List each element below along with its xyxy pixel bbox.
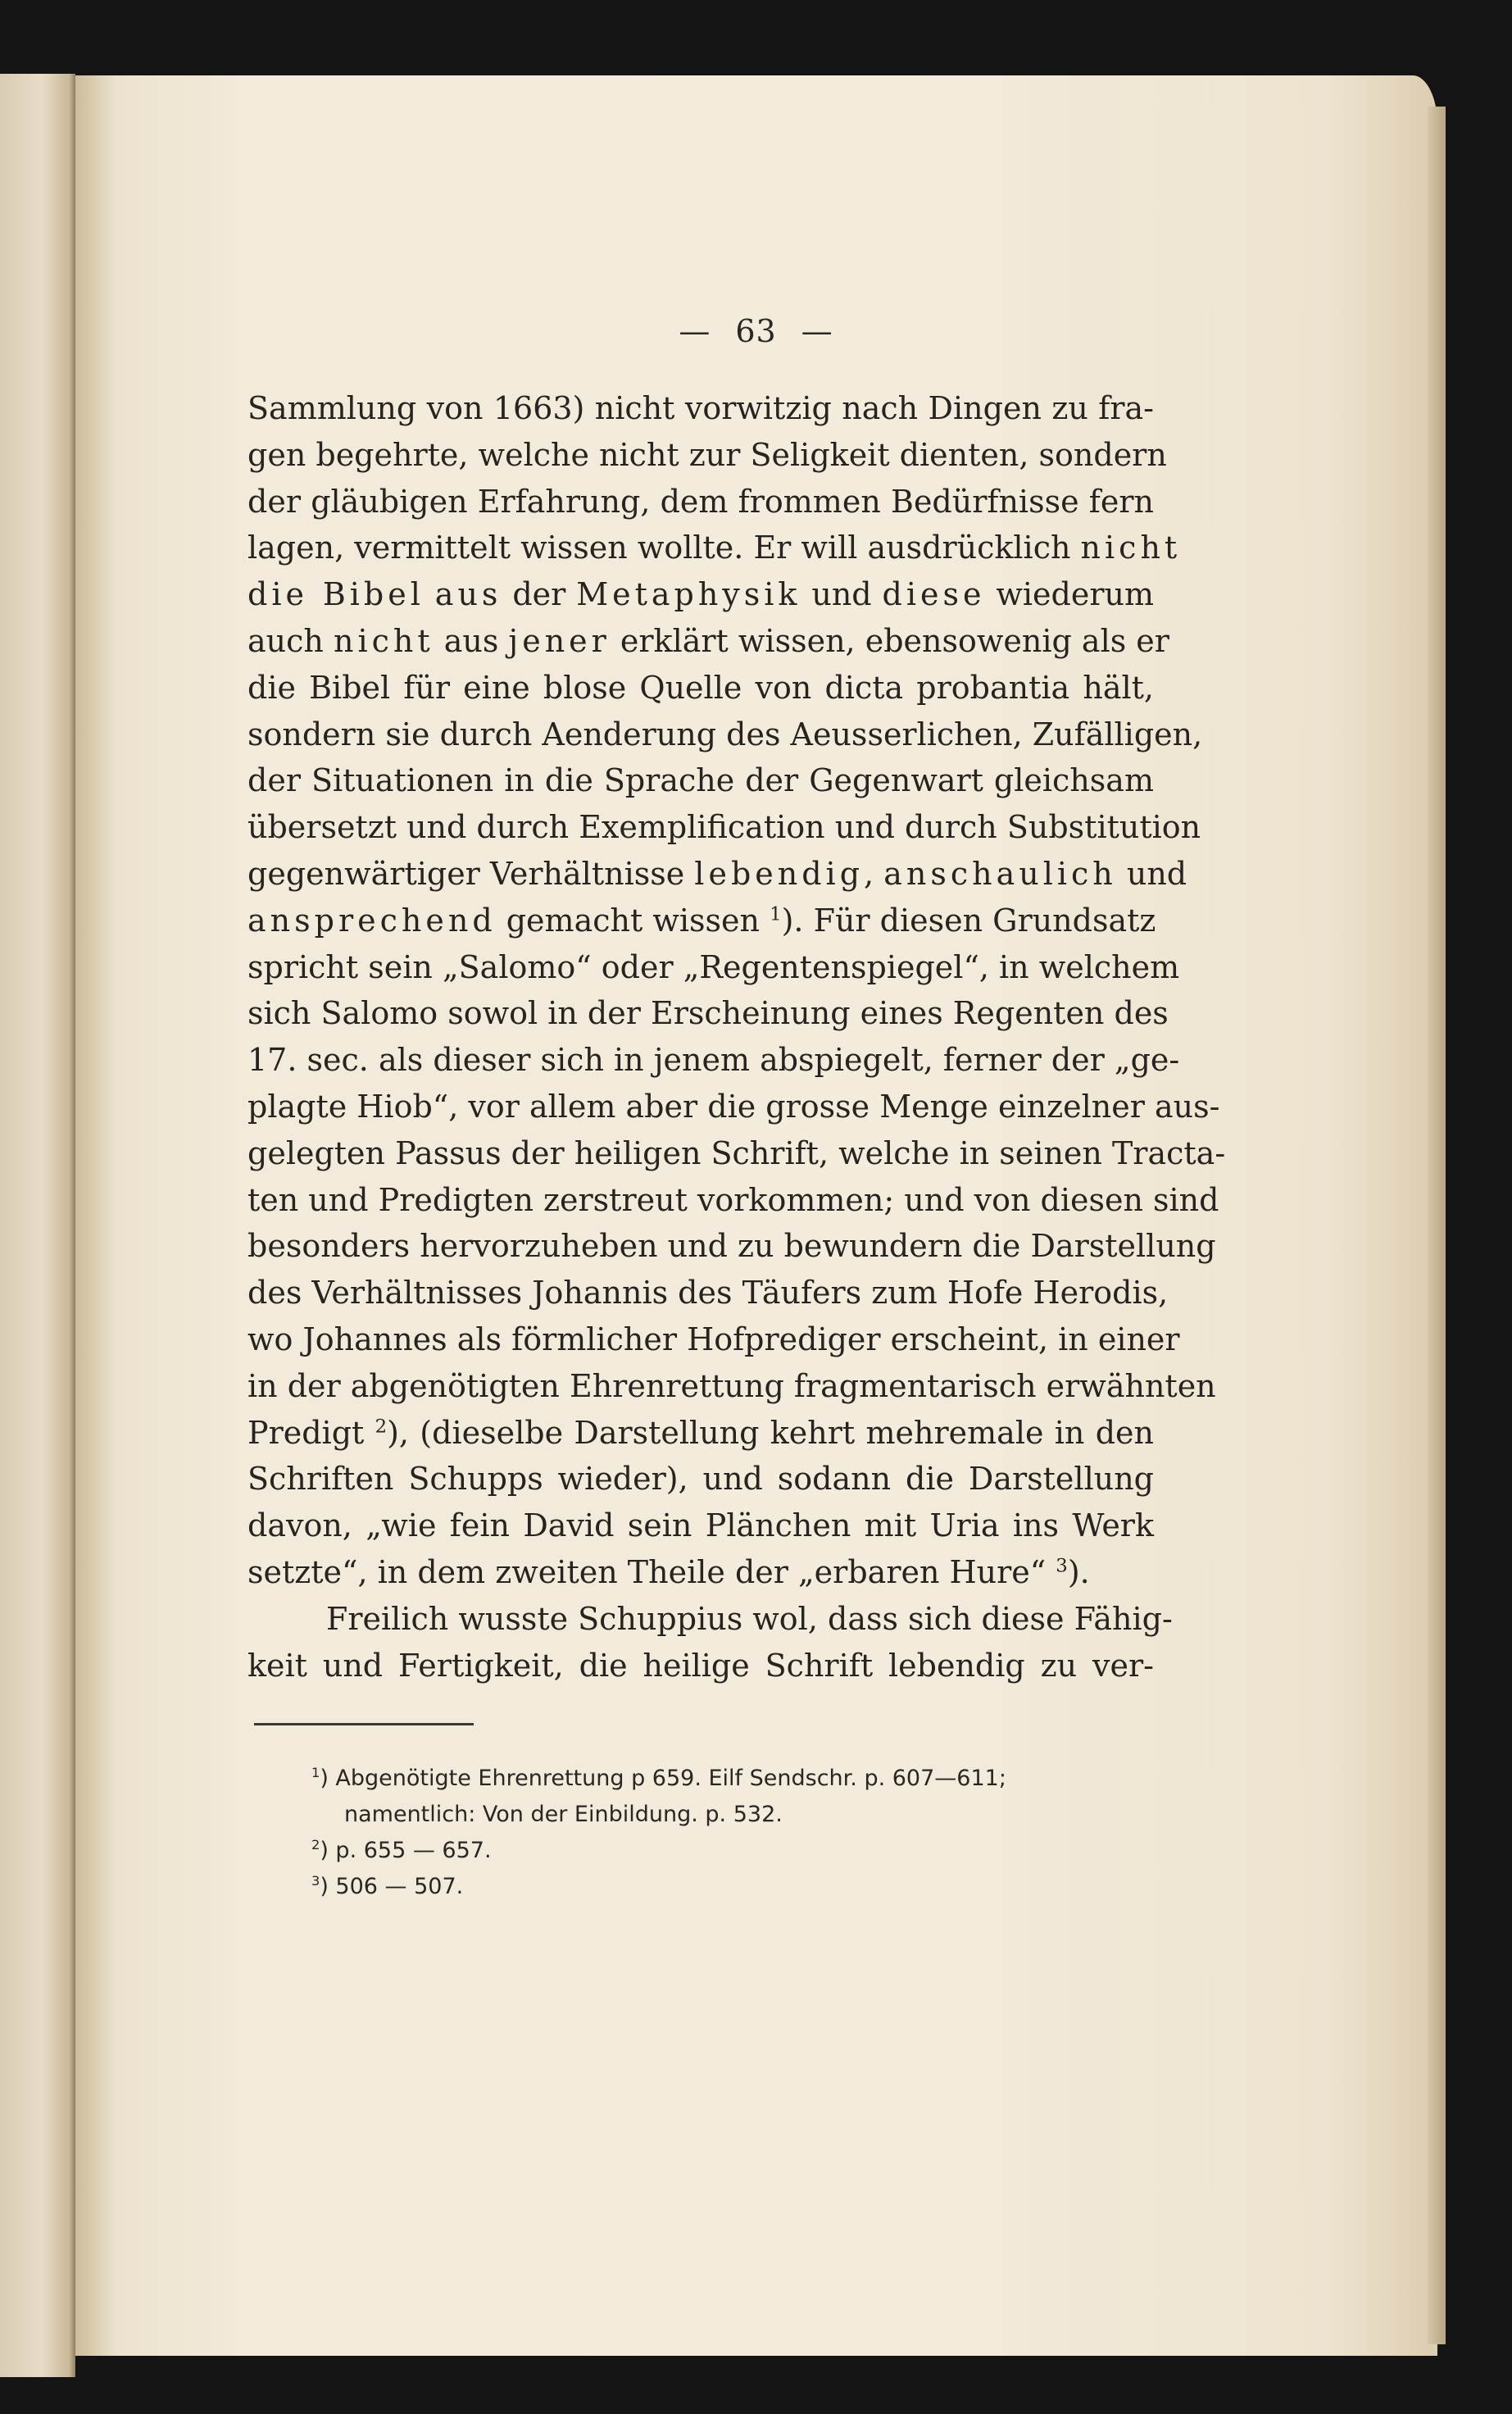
- text-line: [247, 757, 1154, 804]
- spaced-emphasis: anschaulich: [883, 855, 1117, 892]
- footnote-text: namentlich: Von der Einbildung. p. 532.: [344, 1802, 783, 1827]
- text-line: [247, 1456, 1154, 1502]
- footnote-text: ) Abgenötigte Ehrenrettung p 659. Eilf Sendschr. p. 607—611;: [320, 1766, 1006, 1791]
- footnote: [311, 1797, 1156, 1833]
- text-run: keit und Fertigkeit, die heilige Schrift lebendig zu ver-: [247, 1647, 1154, 1684]
- page-header: [0, 313, 1512, 349]
- text-line: [247, 618, 1169, 665]
- text-run: gemacht wissen: [496, 902, 770, 939]
- text-line: [247, 804, 1201, 851]
- text-line: [247, 1549, 1154, 1596]
- text-run: erklärt wissen, ebensowenig als er: [610, 622, 1169, 659]
- text-run: ). Für diesen Grundsatz: [781, 902, 1156, 939]
- text-run: und: [1116, 855, 1187, 892]
- spaced-emphasis: Metaphysik: [576, 576, 801, 613]
- text-run: ).: [1067, 1553, 1090, 1590]
- text-run: wiederum: [985, 576, 1155, 613]
- text-line: [247, 1037, 1180, 1084]
- text-run: Predigt: [247, 1414, 375, 1451]
- text-run: ), (dieselbe Darstellung kehrt mehremale in den: [387, 1414, 1154, 1451]
- text-run: in der abgenötigten Ehrenrettung fragmentarisch erwähnten: [247, 1367, 1216, 1404]
- text-run: der: [502, 576, 577, 613]
- text-line: [247, 1643, 1154, 1689]
- footnote-rule: [254, 1723, 474, 1725]
- spaced-emphasis: nicht: [333, 622, 434, 659]
- text-line: [247, 1410, 1154, 1457]
- header-dash-left: —: [679, 313, 711, 349]
- main-text: [247, 385, 1226, 1689]
- text-run: besonders hervorzuheben und zu bewundern die Darstellung: [247, 1228, 1216, 1265]
- text-line: [247, 711, 1203, 758]
- text-run: davon, „wie fein David sein Plänchen mit Uria ins Werk: [247, 1507, 1154, 1544]
- footnote-ref: 1: [770, 903, 782, 925]
- text-line: [247, 1363, 1216, 1410]
- footnote-ref: 2: [375, 1415, 388, 1437]
- text-line: [247, 525, 1182, 571]
- text-run: des Verhältnisses Johannis des Täufers zum Hofe Herodis,: [247, 1275, 1169, 1312]
- text-run: wo Johannes als förmlicher Hofprediger erscheint, in einer: [247, 1321, 1180, 1357]
- text-run: plagte Hiob“, vor allem aber die grosse Menge einzelner aus-: [247, 1088, 1220, 1125]
- spaced-emphasis: aus: [434, 576, 502, 613]
- text-line: [247, 1596, 1173, 1643]
- text-run: gen begehrte, welche nicht zur Seligkeit dienten, sondern: [247, 436, 1167, 473]
- footnote-mark: 1: [311, 1765, 320, 1780]
- text-run: übersetzt und durch Exemplification und durch Substitution: [247, 809, 1201, 846]
- spaced-emphasis: jener: [508, 622, 611, 659]
- header-dash-right: —: [801, 313, 833, 349]
- text-run: auch: [247, 622, 334, 659]
- spaced-emphasis: lebendig: [694, 855, 865, 892]
- text-line: [247, 898, 1154, 944]
- text-run: gegenwärtiger Verhältnisse: [247, 855, 695, 892]
- text-line: [247, 1084, 1220, 1130]
- text-line: [247, 571, 1154, 618]
- spaced-emphasis: nicht: [1080, 530, 1182, 566]
- spaced-emphasis: diese: [882, 576, 986, 613]
- footnote-mark: 3: [311, 1873, 320, 1889]
- footnotes: [311, 1761, 1156, 1905]
- spaced-emphasis: ansprechend: [247, 902, 497, 939]
- spaced-emphasis: die Bibel: [247, 576, 425, 613]
- text-run: der gläubigen Erfahrung, dem frommen Bedürfnisse fern: [247, 483, 1154, 520]
- text-run: und: [801, 576, 883, 613]
- text-line: [247, 1316, 1180, 1363]
- text-run: Schriften Schupps wieder), und sodann die Darstellung: [247, 1461, 1154, 1498]
- text-run: sondern sie durch Aenderung des Aeusserlichen, Zufälligen,: [247, 716, 1203, 752]
- footnote-text: ) p. 655 — 657.: [320, 1838, 492, 1863]
- text-line: [247, 479, 1154, 525]
- text-run: [425, 576, 435, 612]
- text-run: gelegten Passus der heiligen Schrift, welche in seinen Tracta-: [247, 1134, 1226, 1171]
- text-line: [247, 385, 1154, 432]
- text-line: [247, 990, 1169, 1037]
- text-run: aus: [434, 622, 509, 659]
- text-run: setzte“, in dem zweiten Theile der „erbaren Hure“: [247, 1553, 1056, 1590]
- text-line: [247, 1223, 1216, 1270]
- text-line: [247, 944, 1180, 991]
- text-run: Freilich wusste Schuppius wol, dass sich diese Fähig-: [326, 1600, 1173, 1637]
- text-run: Sammlung von 1663) nicht vorwitzig nach Dingen zu fra-: [247, 390, 1154, 426]
- text-line: [247, 432, 1167, 479]
- text-line: [247, 851, 1187, 898]
- footnote: [311, 1833, 1156, 1869]
- footnote-mark: 2: [311, 1837, 320, 1853]
- page-number: 63: [735, 313, 777, 349]
- text-run: 17. sec. als dieser sich in jenem abspiegelt, ferner der „ge-: [247, 1042, 1180, 1079]
- text-run: ,: [864, 855, 884, 892]
- text-run: lagen, vermittelt wissen wollte. Er will ausdrücklich: [247, 530, 1081, 566]
- page-edge: [1428, 107, 1446, 2344]
- footnote: [311, 1761, 1156, 1797]
- text-line: [247, 1502, 1154, 1549]
- text-run: die Bibel für eine blose Quelle von dicta probantia hält,: [247, 669, 1154, 706]
- text-run: ten und Predigten zerstreut vorkommen; und von diesen sind: [247, 1181, 1219, 1218]
- text-line: [247, 665, 1154, 711]
- text-line: [247, 1177, 1219, 1224]
- footnote-ref: 3: [1056, 1555, 1068, 1577]
- footnote: [311, 1869, 1156, 1905]
- footnote-text: ) 506 — 507.: [320, 1874, 464, 1899]
- text-line: [247, 1130, 1226, 1177]
- text-run: der Situationen in die Sprache der Gegenwart gleichsam: [247, 762, 1154, 799]
- text-run: sich Salomo sowol in der Erscheinung eines Regenten des: [247, 995, 1169, 1032]
- text-run: spricht sein „Salomo“ oder „Regentenspiegel“, in welchem: [247, 948, 1180, 985]
- facing-page-edge: [0, 74, 75, 2377]
- text-line: [247, 1270, 1169, 1316]
